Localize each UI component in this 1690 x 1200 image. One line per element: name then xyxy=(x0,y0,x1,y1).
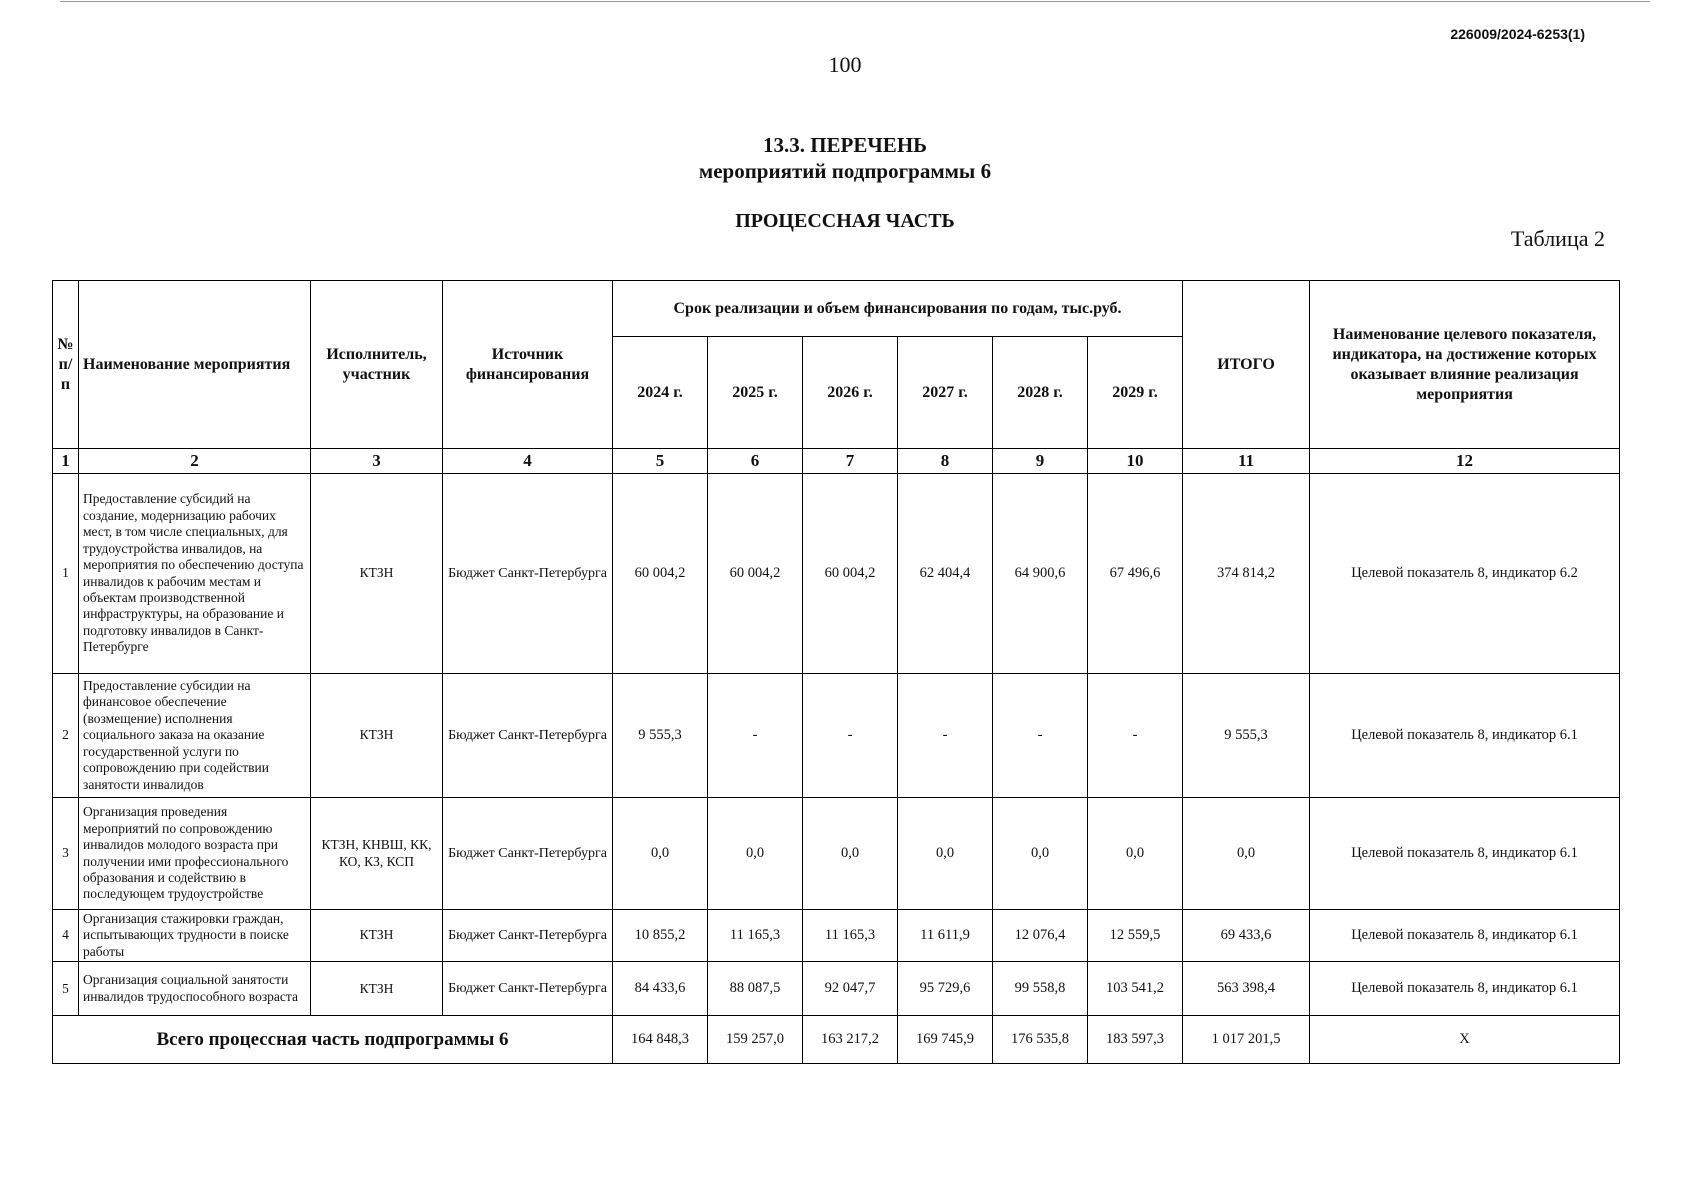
column-number: 7 xyxy=(803,449,898,474)
part-title: ПРОЦЕССНАЯ ЧАСТЬ xyxy=(735,210,955,232)
measures-table xyxy=(52,280,1620,1064)
header-year-2025: 2025 г. xyxy=(708,337,803,449)
row-total: 374 814,2 xyxy=(1183,474,1310,674)
column-number: 11 xyxy=(1183,449,1310,474)
column-number: 10 xyxy=(1088,449,1183,474)
total-2026: 163 217,2 xyxy=(803,1016,898,1064)
header-num: № п/п xyxy=(53,281,79,449)
target-indicator: Целевой показатель 8, индикатор 6.1 xyxy=(1310,798,1620,910)
row-total: 69 433,6 xyxy=(1183,910,1310,962)
value-2025: 0,0 xyxy=(708,798,803,910)
value-2028: 12 076,4 xyxy=(993,910,1088,962)
value-2024: 10 855,2 xyxy=(613,910,708,962)
header-executor: Исполнитель, участник xyxy=(311,281,443,449)
value-2025: 88 087,5 xyxy=(708,962,803,1016)
column-number: 1 xyxy=(53,449,79,474)
table-row xyxy=(53,798,1620,910)
value-2026: 0,0 xyxy=(803,798,898,910)
funding-source: Бюджет Санкт-Петербурга xyxy=(443,962,613,1016)
header-year-2027: 2027 г. xyxy=(898,337,993,449)
grand-total: 1 017 201,5 xyxy=(1183,1016,1310,1064)
measure-name: Организация социальной занятости инвалидов трудоспособного возраста xyxy=(79,962,311,1016)
measure-name: Организация проведения мероприятий по сопровождению инвалидов молодого возраста при получении ими профессионального образования и содействию в последующем трудоустройстве xyxy=(79,798,311,910)
top-border-line xyxy=(60,1,1650,2)
document-number: 226009/2024-6253(1) xyxy=(1450,26,1585,42)
value-2026: 92 047,7 xyxy=(803,962,898,1016)
value-2028: 0,0 xyxy=(993,798,1088,910)
value-2027: 0,0 xyxy=(898,798,993,910)
column-number: 9 xyxy=(993,449,1088,474)
executor: КТЗН xyxy=(311,962,443,1016)
funding-source: Бюджет Санкт-Петербурга xyxy=(443,474,613,674)
page-number: 100 xyxy=(828,52,862,77)
value-2028: 64 900,6 xyxy=(993,474,1088,674)
column-number: 5 xyxy=(613,449,708,474)
funding-source: Бюджет Санкт-Петербурга xyxy=(443,798,613,910)
executor: КТЗН xyxy=(311,910,443,962)
column-number-row xyxy=(53,449,1620,474)
executor: КТЗН xyxy=(311,674,443,798)
header-period: Срок реализации и объем финансирования по годам, тыс.руб. xyxy=(613,281,1183,337)
target-indicator: Целевой показатель 8, индикатор 6.1 xyxy=(1310,674,1620,798)
row-num: 3 xyxy=(53,798,79,910)
value-2025: 60 004,2 xyxy=(708,474,803,674)
header-target: Наименование целевого показателя, индикатора, на достижение которых оказывает влияние реализация мероприятия xyxy=(1310,281,1620,449)
measure-name: Предоставление субсидии на финансовое обеспечение (возмещение) исполнения социального заказа на оказание государственной услуги по сопровождению при содействии занятости инвалидов xyxy=(79,674,311,798)
value-2027: - xyxy=(898,674,993,798)
row-total: 563 398,4 xyxy=(1183,962,1310,1016)
header-total: ИТОГО xyxy=(1183,281,1310,449)
value-2026: 11 165,3 xyxy=(803,910,898,962)
table-row xyxy=(53,910,1620,962)
column-number: 2 xyxy=(79,449,311,474)
funding-source: Бюджет Санкт-Петербурга xyxy=(443,674,613,798)
total-2029: 183 597,3 xyxy=(1088,1016,1183,1064)
target-indicator: Целевой показатель 8, индикатор 6.2 xyxy=(1310,474,1620,674)
title-line-2: мероприятий подпрограммы 6 xyxy=(698,159,992,183)
value-2029: 0,0 xyxy=(1088,798,1183,910)
header-year-2028: 2028 г. xyxy=(993,337,1088,449)
value-2029: 67 496,6 xyxy=(1088,474,1183,674)
total-2024: 164 848,3 xyxy=(613,1016,708,1064)
header-year-2029: 2029 г. xyxy=(1088,337,1183,449)
target-indicator: Целевой показатель 8, индикатор 6.1 xyxy=(1310,910,1620,962)
header-year-2026: 2026 г. xyxy=(803,337,898,449)
value-2027: 11 611,9 xyxy=(898,910,993,962)
column-number: 8 xyxy=(898,449,993,474)
table-label: Таблица 2 xyxy=(1510,226,1605,251)
column-number: 12 xyxy=(1310,449,1620,474)
value-2024: 60 004,2 xyxy=(613,474,708,674)
value-2024: 84 433,6 xyxy=(613,962,708,1016)
value-2024: 0,0 xyxy=(613,798,708,910)
row-total: 9 555,3 xyxy=(1183,674,1310,798)
total-target: X xyxy=(1310,1016,1620,1064)
total-2028: 176 535,8 xyxy=(993,1016,1088,1064)
value-2024: 9 555,3 xyxy=(613,674,708,798)
total-label: Всего процессная часть подпрограммы 6 xyxy=(53,1016,613,1064)
measure-name: Предоставление субсидий на создание, модернизацию рабочих мест, в том числе специальных, для трудоустройства инвалидов, на мероприятия по обеспечению доступа инвалидов к рабочим местам и объектам производственной инфраструктуры, на образование и подготовку инвалидов в Санкт-Петербурге xyxy=(79,474,311,674)
column-number: 6 xyxy=(708,449,803,474)
total-2025: 159 257,0 xyxy=(708,1016,803,1064)
header-row-1 xyxy=(53,281,1620,337)
value-2025: 11 165,3 xyxy=(708,910,803,962)
table-row xyxy=(53,674,1620,798)
total-row xyxy=(53,1016,1620,1064)
row-num: 2 xyxy=(53,674,79,798)
value-2026: 60 004,2 xyxy=(803,474,898,674)
value-2027: 62 404,4 xyxy=(898,474,993,674)
title-line-1: 13.3. ПЕРЕЧЕНЬ xyxy=(762,133,928,157)
header-name: Наименование мероприятия xyxy=(79,281,311,449)
value-2027: 95 729,6 xyxy=(898,962,993,1016)
table-row xyxy=(53,474,1620,674)
value-2029: 12 559,5 xyxy=(1088,910,1183,962)
column-number: 3 xyxy=(311,449,443,474)
total-2027: 169 745,9 xyxy=(898,1016,993,1064)
document-title xyxy=(0,132,1690,184)
header-year-2024: 2024 г. xyxy=(613,337,708,449)
column-number: 4 xyxy=(443,449,613,474)
row-num: 4 xyxy=(53,910,79,962)
value-2026: - xyxy=(803,674,898,798)
row-total: 0,0 xyxy=(1183,798,1310,910)
table-row xyxy=(53,962,1620,1016)
value-2028: 99 558,8 xyxy=(993,962,1088,1016)
target-indicator: Целевой показатель 8, индикатор 6.1 xyxy=(1310,962,1620,1016)
funding-source: Бюджет Санкт-Петербурга xyxy=(443,910,613,962)
value-2025: - xyxy=(708,674,803,798)
row-num: 5 xyxy=(53,962,79,1016)
value-2029: - xyxy=(1088,674,1183,798)
executor: КТЗН xyxy=(311,474,443,674)
measure-name: Организация стажировки граждан, испытывающих трудности в поиске работы xyxy=(79,910,311,962)
value-2029: 103 541,2 xyxy=(1088,962,1183,1016)
executor: КТЗН, КНВШ, КК, КО, КЗ, КСП xyxy=(311,798,443,910)
header-source: Источник финансирования xyxy=(443,281,613,449)
value-2028: - xyxy=(993,674,1088,798)
row-num: 1 xyxy=(53,474,79,674)
